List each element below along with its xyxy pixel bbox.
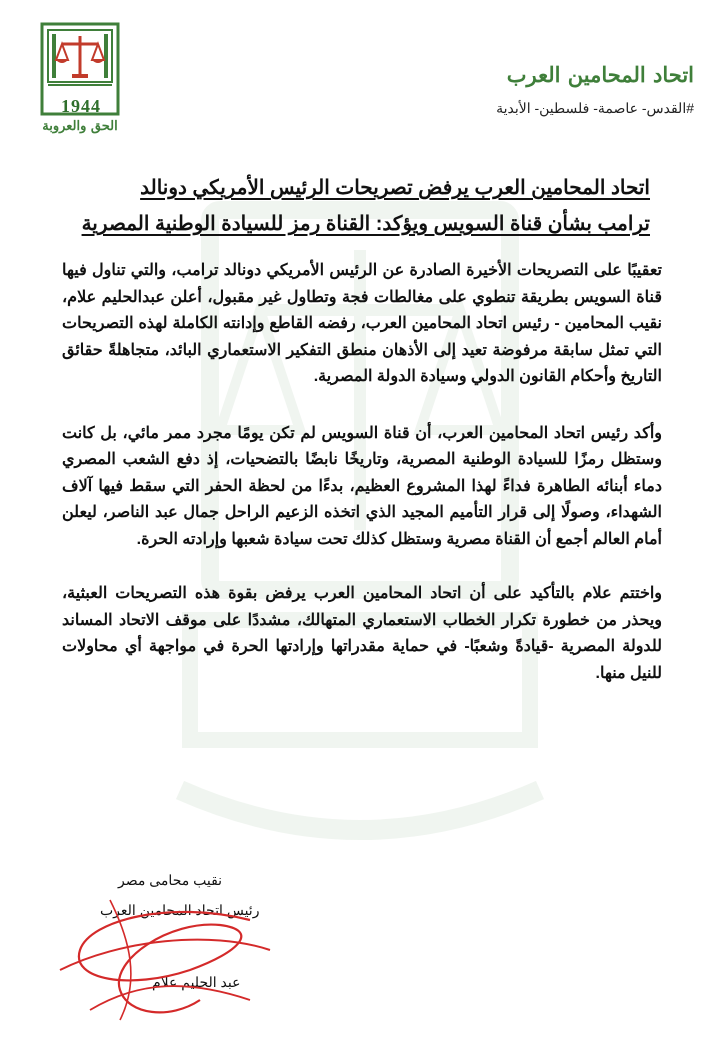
logo-year: 1944 xyxy=(61,96,101,116)
hashtag-line: #القدس- عاصمة- فلسطين- الأبدية xyxy=(496,100,694,116)
statement-title xyxy=(70,170,650,242)
logo-motto: الحق والعروبة xyxy=(42,119,118,134)
signature-title-1: نقيب محامى مصر xyxy=(118,872,223,888)
union-logo xyxy=(24,16,136,136)
title-line-1 xyxy=(70,170,650,206)
signature-title-2: رئيس اتحاد المحامين العرب xyxy=(100,902,260,918)
title-line-1-text: اتحاد المحامين العرب يرفض تصريحات الرئيس الأمريكي دونالد xyxy=(140,177,650,199)
signature-name: عبد الحليم علام xyxy=(152,974,241,990)
statement-body xyxy=(62,258,662,715)
header-right xyxy=(494,58,694,117)
paragraph-1: تعقيبًا على التصريحات الأخيرة الصادرة عن الرئيس الأمريكي دونالد ترامب، والتي تناول فيها قناة السويس بطريقة تنطوي على مغالطات فجة وتطاول غير مقبول، أعلن عبدالحليم علام، نقيب المحامين - رئيس اتحاد المحامين العرب، رفضه القاطع وإدانته الكاملة لهذه التصريحات التي تمثل سابقة مرفوضة تعيد إلى الأذهان منطق التفكير الاستعماري البائد، متجاهلةً حقائق التاريخ وأحكام القانون الدولي وسيادة الدولة المصرية. xyxy=(62,262,662,385)
paragraph-3: واختتم علام بالتأكيد على أن اتحاد المحامين العرب يرفض بقوة هذه التصريحات العبثية، ويحذر من خطورة تكرار الخطاب الاستعماري المتهالك، مشددًا على موقف الاتحاد المساند للدولة المصرية -قيادةً وشعبًا- في حماية مقدراتها وإرادتها الحرة في مواجهة أي محاولات للنيل منها. xyxy=(62,585,662,682)
title-line-2-text: ترامب بشأن قناة السويس ويؤكد: القناة رمز للسيادة الوطنية المصرية xyxy=(81,213,650,235)
union-name-calligraphy: اتحاد المحامين العرب xyxy=(506,62,694,87)
title-line-2 xyxy=(70,206,650,242)
paragraph-2: وأكد رئيس اتحاد المحامين العرب، أن قناة السويس لم تكن يومًا مجرد ممر مائي، بل كانت وستظل رمزًا للسيادة الوطنية المصرية، وتاريخًا نابضًا بالتضحيات، إذ دفع الشعب المصري دماء أبنائه الطاهرة فداءً لهذا المشروع العظيم، بدءًا من لحظة الحفر التي سقط فيها آلاف الشهداء، وصولًا إلى قرار التأميم المجيد الذي اتخذه الزعيم الراحل جمال عبد الناصر، ليعلن أمام العالم أجمع أن القناة مصرية وستظل كذلك تحت سيادة شعبها وإرادته الحرة. xyxy=(62,424,663,548)
handwritten-signature xyxy=(50,880,280,1030)
